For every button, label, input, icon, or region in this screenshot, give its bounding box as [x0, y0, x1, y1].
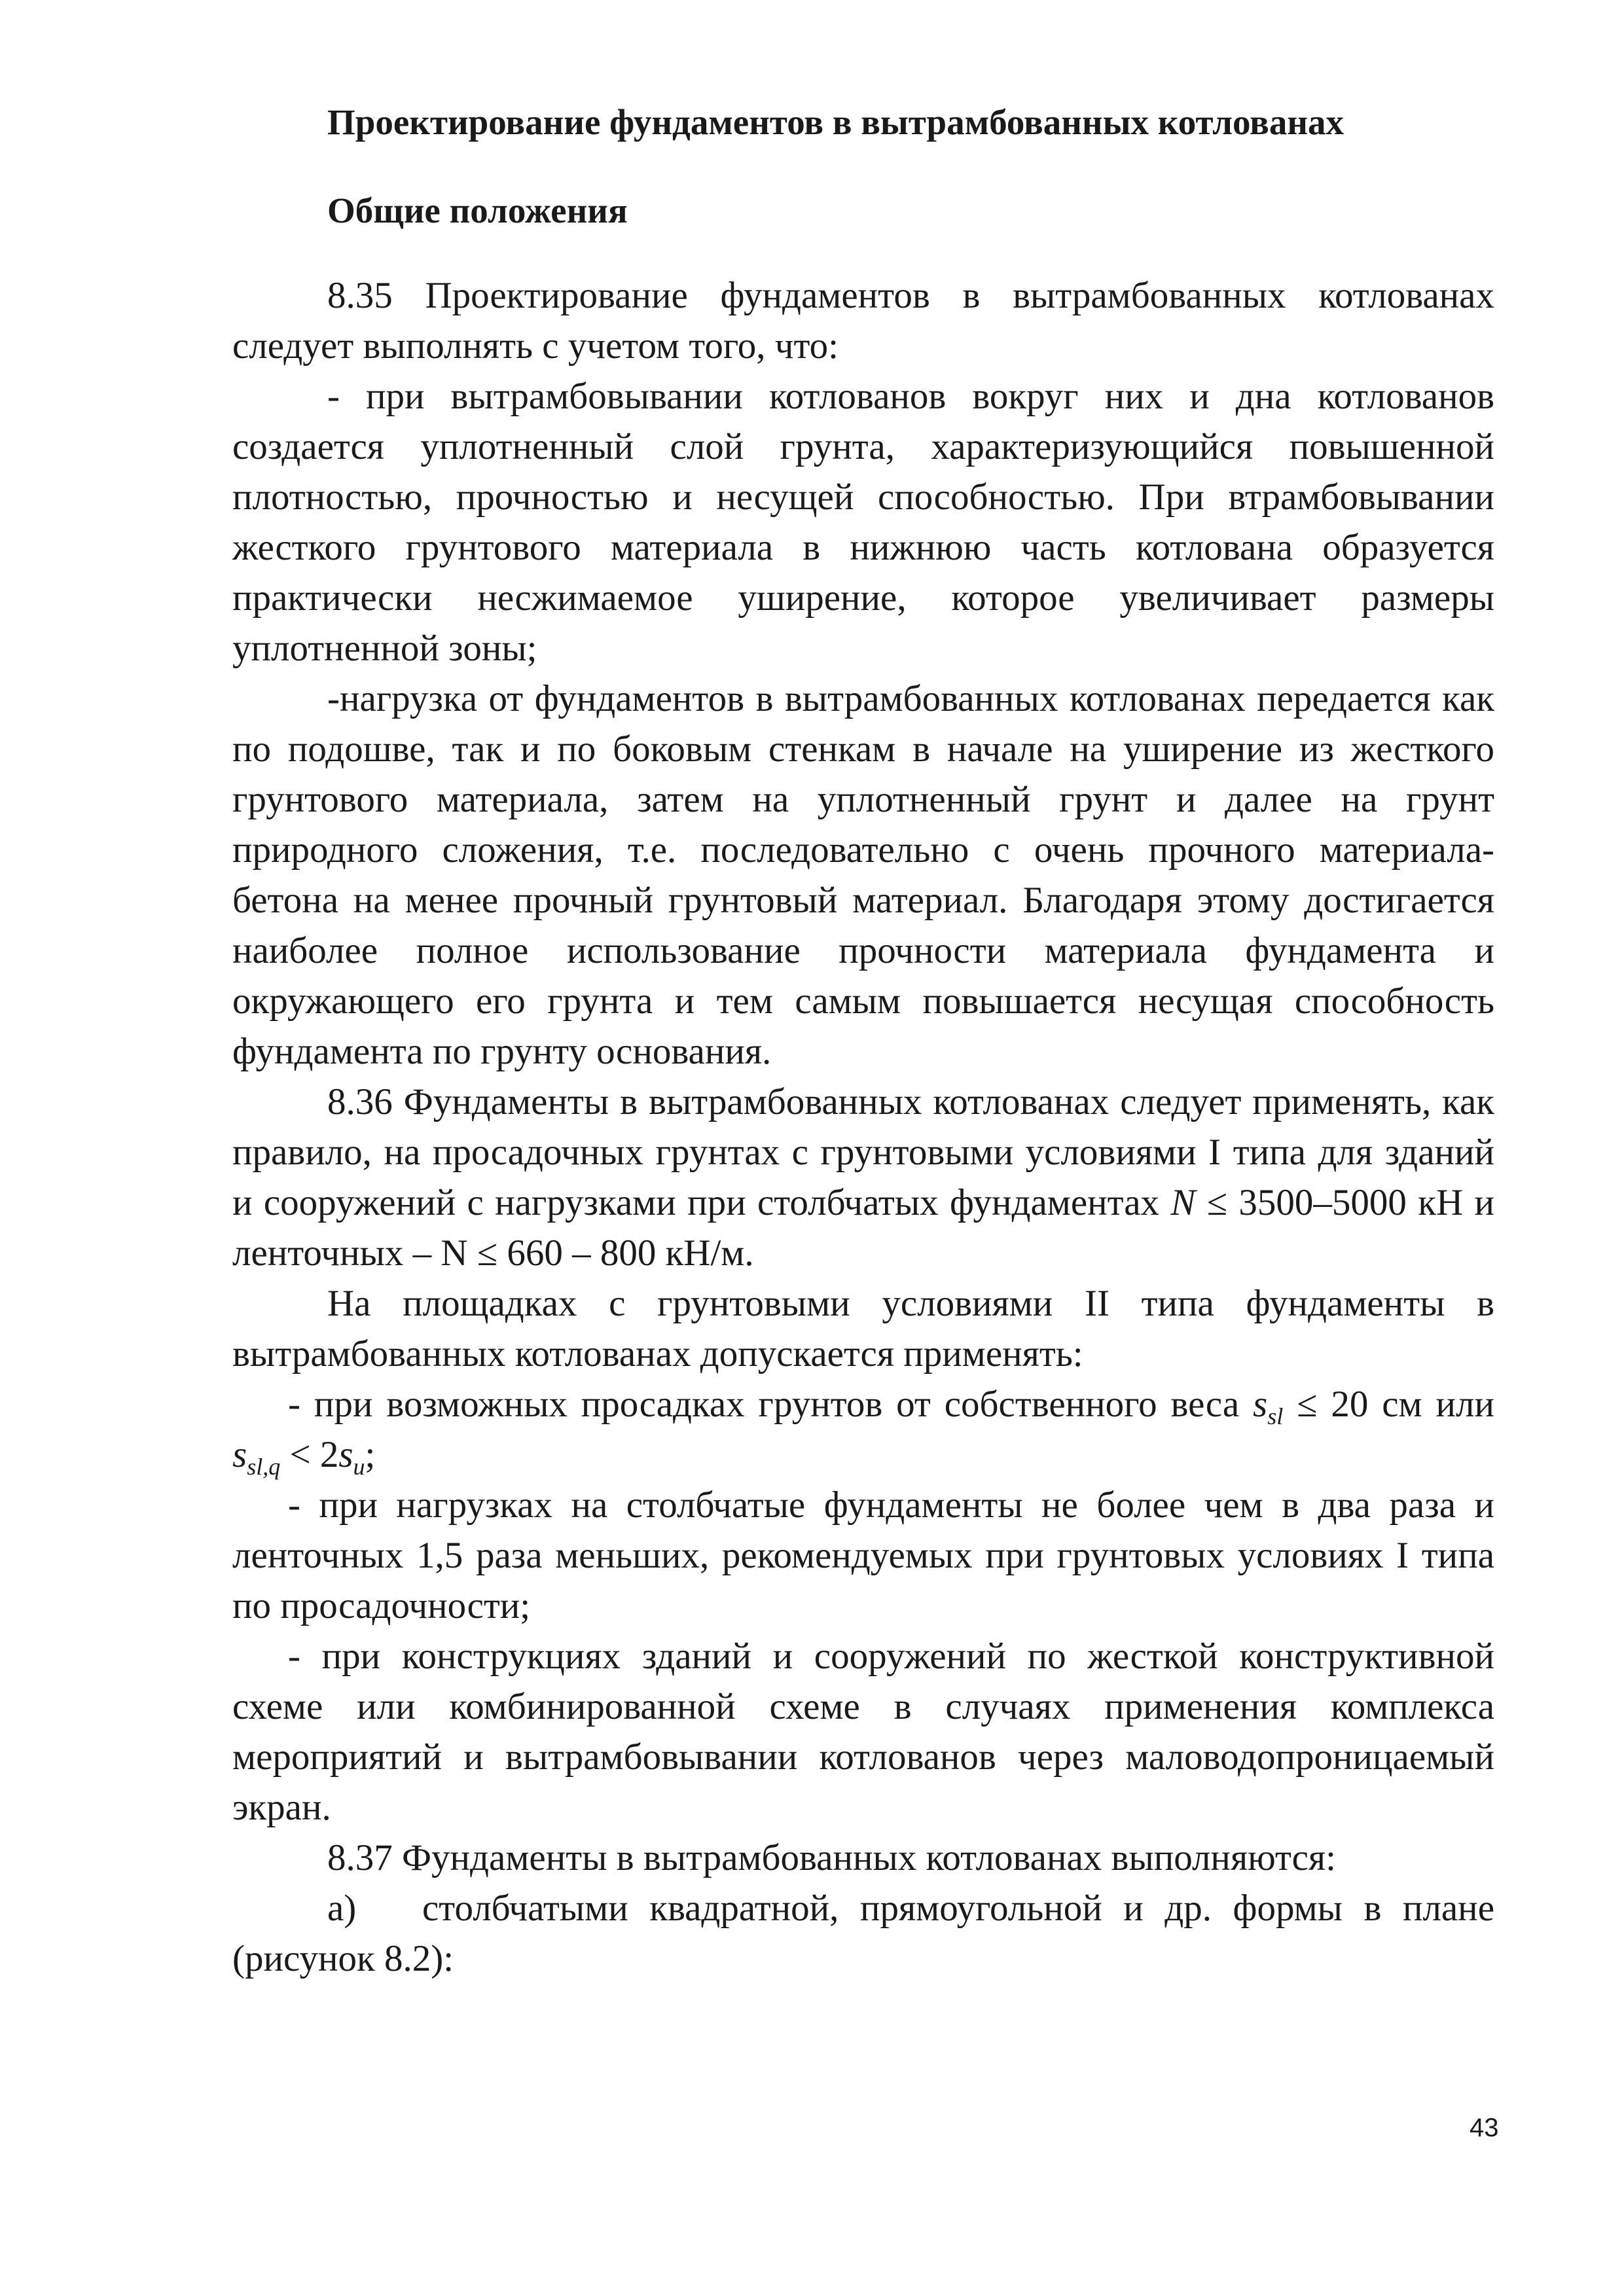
subscript-sl: sl: [1267, 1403, 1284, 1429]
subscript-u: u: [353, 1454, 365, 1480]
paragraph-8-36-type-ii: На площадках с грунтовыми условиями II типа фундаменты в вытрамбованных котлованах допускается применять:: [232, 1283, 1494, 1374]
item-a-text-start: - при возможных просадках грунтов от собственного веса: [288, 1384, 1254, 1425]
item-a-text: столбчатыми квадратной, прямоугольной и др. формы в плане (рисунок 8.2):: [232, 1888, 1494, 1979]
body-text: [232, 270, 1494, 1984]
page-number: 43: [1470, 2113, 1499, 2142]
paragraph-8-35: 8.35 Проектирование фундаментов в вытрамбованных котлованах следует выполнять с учетом того, что:: [232, 275, 1494, 367]
section-title: Проектирование фундаментов в вытрамбованных котлованах: [327, 102, 1344, 142]
item-a-text-mid2: < 2: [280, 1434, 339, 1475]
symbol-s-u: s: [338, 1434, 353, 1475]
paragraph-8-37: 8.37 Фундаменты в вытрамбованных котлованах выполняются:: [327, 1837, 1336, 1878]
paragraph-8-36-item-a: [232, 1379, 1494, 1480]
paragraph-8-35-item-a: - при вытрамбовывании котлованов вокруг них и дна котлованов создается уплотненный слой грунта, характеризующийся повышенной плотностью, прочностью и несущей способностью. При втрамбовывании жесткого грунтового материала в нижнюю часть котлована образуется практически несжимаемое уширение, которое увеличивает размеры уплотненной зоны;: [232, 376, 1494, 669]
paragraph-8-36-text-start: 8.36 Фундаменты в вытрамбованных котлованах следует применять, как правило, на просадочных грунтах с грунтовыми условиями I типа для зданий и сооружений с нагрузками при столбчатых фундаментах: [232, 1081, 1494, 1223]
item-a-text-mid: ≤ 20 см или: [1283, 1384, 1494, 1425]
paragraph-8-36: [232, 1077, 1494, 1278]
paragraph-8-36-text-end: ≤ 3500–5000 кН и ленточных – N ≤ 660 – 800 кН/м.: [232, 1182, 1494, 1274]
symbol-s-sl: s: [1253, 1384, 1268, 1425]
paragraph-8-37-item-a: [232, 1883, 1494, 1984]
symbol-s-slq: s: [232, 1434, 247, 1475]
paragraph-8-36-symbol-n: N: [1170, 1182, 1196, 1223]
subscript-slq: sl,q: [247, 1454, 281, 1480]
item-a-label: а): [327, 1888, 357, 1929]
paragraph-8-36-item-b: - при нагрузках на столбчатые фундаменты не более чем в два раза и ленточных 1,5 раза меньших, рекомендуемых при грунтовых условиях I типа по просадочности;: [232, 1484, 1494, 1626]
item-a-text-end: ;: [365, 1434, 376, 1475]
paragraph-8-36-item-c: - при конструкциях зданий и сооружений по жесткой конструктивной схеме или комбинированной схеме в случаях применения комплекса мероприятий и вытрамбовывании котлованов через маловодопроницаемый экран.: [232, 1636, 1494, 1828]
section-subtitle: Общие положения: [327, 190, 628, 230]
paragraph-8-35-item-b: -нагрузка от фундаментов в вытрамбованных котлованах передается как по подошве, так и по боковым стенкам в начале на уширение из жесткого грунтового материала, затем на уплотненный грунт и далее на грунт природного сложения, т.е. последовательно с очень прочного материала-бетона на менее прочный грунтовый материал. Благодаря этому достигается наиболее полное использование прочности материала фундамента и окружающего его грунта и тем самым повышается несущая способность фундамента по грунту основания.: [232, 678, 1494, 1072]
